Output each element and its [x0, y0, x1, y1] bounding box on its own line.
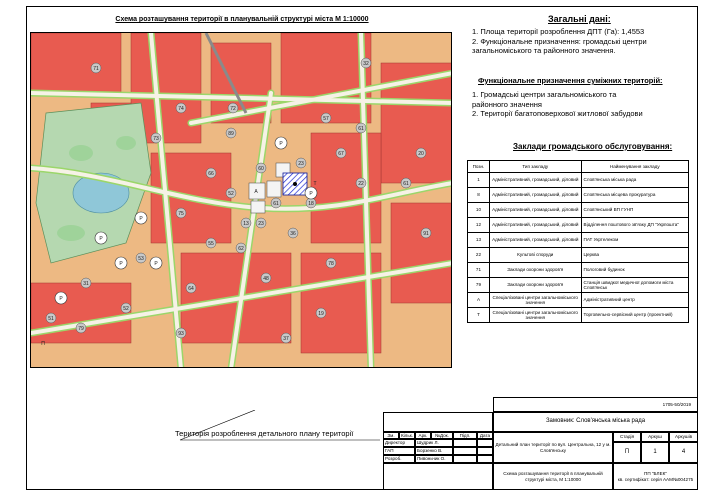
row-name: Відділення поштового зв'язку ДП "Укрпошта" [581, 218, 688, 233]
map-label: 61 [358, 126, 364, 132]
role-label: ГАП [383, 447, 415, 455]
map-label: 23 [258, 221, 264, 227]
row-type: Спеціалізовані центри загальноміського значення [489, 308, 581, 323]
role-label: Директор [383, 439, 415, 447]
signature-cell [453, 447, 477, 455]
table-row [468, 218, 689, 233]
table-row [468, 248, 689, 263]
row-name: Торговельно-сервісний центр (проектний) [581, 308, 688, 323]
project-name: Детальний план території по вул. Центральна, 12 у м. Слов'янську [493, 432, 613, 463]
role-name: Шудрик Л. [415, 439, 453, 447]
blank-cell [383, 463, 493, 490]
row-code: Т [468, 308, 490, 323]
map-label: 66 [208, 171, 214, 177]
table-row [468, 233, 689, 248]
functional-title: Функціональне призначення суміжних територій: [478, 76, 663, 85]
map-label: 74 [178, 106, 184, 112]
map-label: 89 [228, 131, 234, 137]
map-drawing [31, 33, 452, 368]
role-label: Розроб. [383, 455, 415, 463]
date-cell [477, 447, 493, 455]
stage-value: П [613, 442, 641, 463]
role-name: Пивоньчик О. [415, 455, 453, 463]
row-type: Заклади охорони здоров'я [489, 278, 581, 293]
blank-cell [383, 412, 493, 432]
functional-list [472, 90, 643, 119]
map-label: 18 [308, 201, 314, 207]
functional-item: 1. Громадські центри загальноміського та районного значення [472, 90, 617, 109]
map-label: 52 [123, 306, 129, 312]
services-table [467, 160, 689, 323]
row-name: Пологовий будинок [581, 263, 688, 278]
row-name: Слов'янський ВП ГУНП [581, 203, 688, 218]
map-label: 51 [48, 316, 54, 322]
drawing-name: Схема розташування території в планувальній структурі міста, М 1:10000 [493, 463, 613, 490]
map-label: P [59, 296, 63, 302]
row-name: ПАТ Укртелеком [581, 233, 688, 248]
date-cell [477, 455, 493, 463]
table-row [468, 278, 689, 293]
map-label: 53 [138, 256, 144, 262]
row-name: Слов'янська місцева прокуратура [581, 188, 688, 203]
company-block [613, 463, 698, 490]
general-item: 1. Площа території розроблення ДПТ (Га): 1,4553 [472, 27, 645, 36]
col-header: Арк. [415, 432, 431, 439]
row-code: 79 [468, 278, 490, 293]
general-item: 2. Функціональне призначення: громадські центри загальноміського та районного значення. [472, 36, 647, 55]
map-label: 64 [188, 286, 194, 292]
map-label: 32 [363, 61, 369, 67]
stage-label: Стадія [613, 432, 641, 442]
map-label: П [41, 341, 45, 347]
map-label: 62 [238, 246, 244, 252]
map-label: 75 [178, 211, 184, 217]
table-row [468, 173, 689, 188]
map-title: Схема розташування території в планувальній структурі міста М 1:10000 [115, 16, 369, 23]
col-header: Зм. [383, 432, 399, 439]
row-type: Культові споруди [489, 248, 581, 263]
map-label: 20 [418, 151, 424, 157]
general-data-list [472, 27, 682, 56]
map-label: 73 [153, 136, 159, 142]
map-label: 61 [403, 181, 409, 187]
row-type: Адміністративний, громадський, діловий [489, 218, 581, 233]
row-name: Адміністративний центр [581, 293, 688, 308]
row-type: Адміністративний, громадський, діловий [489, 203, 581, 218]
signature-cell [453, 439, 477, 447]
map-label: P [99, 236, 103, 242]
map-label: 36 [290, 231, 296, 237]
col-header: Дата [477, 432, 493, 439]
general-data-title: Загальні дані: [548, 14, 611, 24]
map-label: P [279, 141, 283, 147]
table-row [468, 293, 689, 308]
map-label: 13 [243, 221, 249, 227]
company-name: ПП "БЛЕК" [644, 471, 667, 477]
sheets-label: Аркушів [669, 432, 698, 442]
title-block [383, 397, 698, 490]
map-label: P [119, 261, 123, 267]
map-label: 19 [318, 311, 324, 317]
services-title: Заклади громадського обслуговування: [513, 142, 673, 151]
map-label: 91 [423, 231, 429, 237]
map-label: 31 [83, 281, 89, 287]
services-header-row [468, 161, 689, 173]
map-label: 37 [283, 336, 289, 342]
row-name: Церква [581, 248, 688, 263]
map-label: 52 [228, 191, 234, 197]
row-type: Спеціалізовані центри загальноміського значення [489, 293, 581, 308]
row-type: Адміністративний, громадський, діловий [489, 173, 581, 188]
map-label: 79 [78, 326, 84, 332]
column-header: Позн. [468, 161, 490, 173]
sheet-label: Аркуш [641, 432, 669, 442]
map-label: 67 [338, 151, 344, 157]
row-code: 13 [468, 233, 490, 248]
map-label: 78 [328, 261, 334, 267]
row-code: 10 [468, 203, 490, 218]
map-label: P [309, 191, 313, 197]
row-code: 1 [468, 173, 490, 188]
table-row [468, 308, 689, 323]
sheet-value: 1 [641, 442, 669, 463]
map-label: 23 [298, 161, 304, 167]
map-label: 60 [258, 166, 264, 172]
map-label: 22 [358, 181, 364, 187]
table-row [468, 263, 689, 278]
map-label: P [154, 261, 158, 267]
row-code: А [468, 293, 490, 308]
map-label: 72 [230, 106, 236, 112]
row-type: Адміністративний, громадський, діловий [489, 188, 581, 203]
map-label: 61 [273, 201, 279, 207]
row-name: Слов'янська міська рада [581, 173, 688, 188]
territory-legend-label: Територія розроблення детального плану території [175, 429, 354, 438]
table-row [468, 188, 689, 203]
date-cell [477, 439, 493, 447]
row-code: 8 [468, 188, 490, 203]
map-label: 71 [93, 66, 99, 72]
col-header: Підп. [453, 432, 477, 439]
col-header: №Док. [431, 432, 453, 439]
column-header: Найменування закладу [581, 161, 688, 173]
map-label: 57 [323, 116, 329, 122]
row-code: 22 [468, 248, 490, 263]
document-code: 1705-50/2019 [493, 397, 698, 412]
row-code: 12 [468, 218, 490, 233]
city-map [30, 32, 452, 368]
map-label: A [254, 189, 258, 195]
map-label: P [139, 216, 143, 222]
company-cert: кв. сертифікат: серія ААМ№004275 [617, 476, 694, 482]
signature-cell [453, 455, 477, 463]
map-label: 55 [208, 241, 214, 247]
map-label: 48 [263, 276, 269, 282]
col-header: Кільк. [400, 432, 414, 438]
row-code: 71 [468, 263, 490, 278]
map-label: 93 [178, 331, 184, 337]
row-name: Станція швидкої медичної допомоги міста Слов'янськ [581, 278, 688, 293]
row-type: Адміністративний, громадський, діловий [489, 233, 581, 248]
column-header: Тип закладу [489, 161, 581, 173]
customer: Замовник: Слов'янська міська рада [493, 412, 698, 432]
functional-item: 2. Території багатоповерхової житлової забудови [472, 109, 643, 118]
table-row [468, 203, 689, 218]
row-type: Заклади охорони здоров'я [489, 263, 581, 278]
role-name: Борзенко В. [415, 447, 453, 455]
map-label: T [313, 181, 317, 187]
sheets-value: 4 [669, 442, 698, 463]
